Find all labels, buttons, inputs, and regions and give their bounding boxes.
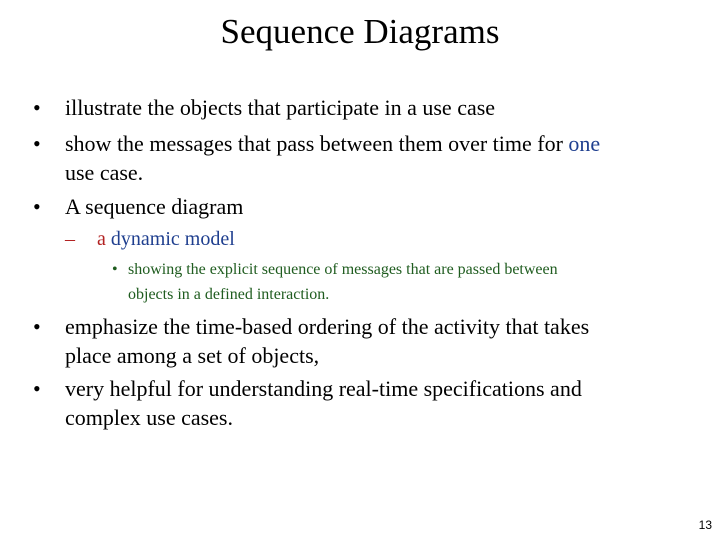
bullet-icon: • xyxy=(33,194,41,219)
bullet-text-continued: complex use cases. xyxy=(65,405,233,430)
bullet-text-continued: place among a set of objects, xyxy=(65,343,320,368)
bullet-item-messages xyxy=(33,129,601,187)
bullet-icon: • xyxy=(33,131,41,156)
bullet-icon: • xyxy=(33,95,41,120)
dash-icon: – xyxy=(65,228,75,250)
sub-sub-bullet-explicit-sequence xyxy=(112,257,558,307)
bullet-icon: • xyxy=(112,261,118,278)
sub-bullet-dynamic-model xyxy=(65,226,235,252)
sub-sub-bullet-text-continued: objects in a defined interaction. xyxy=(128,286,330,303)
emphasis-one: one xyxy=(568,131,601,156)
sub-sub-bullet-text: showing the explicit sequence of messages that are passed between xyxy=(128,261,558,278)
page-number: 13 xyxy=(698,518,712,532)
bullet-text-continued: use case. xyxy=(65,160,144,185)
slide-title: Sequence Diagrams xyxy=(220,12,500,51)
bullet-item-objects xyxy=(33,93,496,122)
bullet-text: show the messages that pass between them over time for xyxy=(65,131,563,156)
bullet-text: A sequence diagram xyxy=(65,194,244,219)
bullet-icon: • xyxy=(33,314,41,339)
bullet-item-sequence-diagram xyxy=(33,192,244,221)
sub-bullet-text: dynamic model xyxy=(110,228,235,250)
bullet-item-real-time xyxy=(33,374,582,432)
bullet-text: illustrate the objects that participate in a use case xyxy=(65,95,496,120)
bullet-item-time-ordering xyxy=(33,312,590,370)
bullet-text: very helpful for understanding real-time specifications and xyxy=(65,376,582,401)
bullet-icon: • xyxy=(33,376,41,401)
sub-bullet-prefix: a xyxy=(97,228,106,250)
bullet-text: emphasize the time-based ordering of the activity that takes xyxy=(65,314,590,339)
